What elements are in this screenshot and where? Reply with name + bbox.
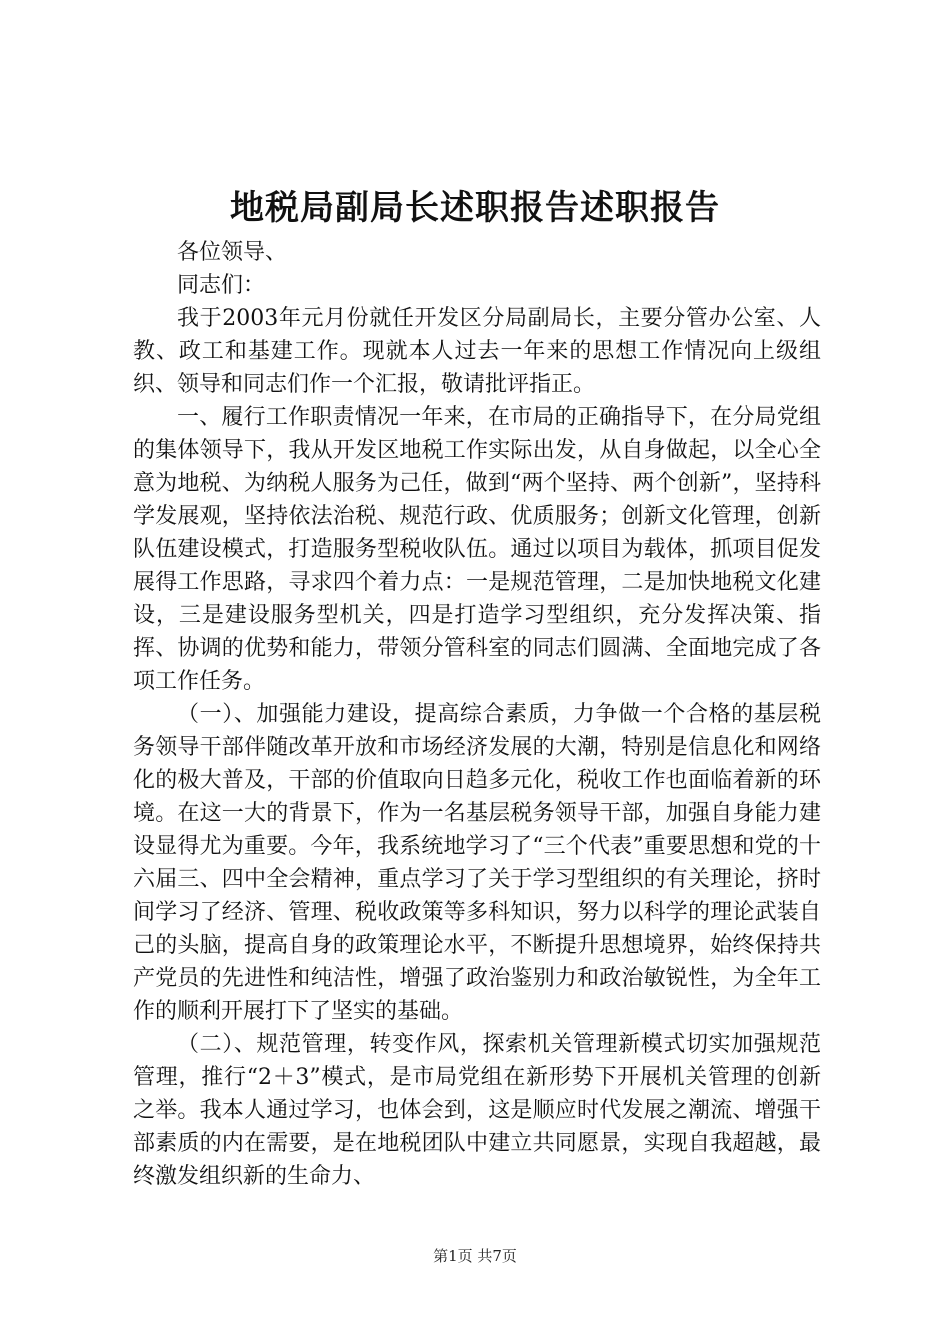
document-body: [133, 236, 821, 1193]
document-title: 地税局副局长述职报告述职报告: [230, 188, 720, 228]
salutation-comrades: 同志们：: [177, 273, 266, 298]
subsection-two-paragraph: （二）、规范管理，转变作风，探索机关管理新模式切实加强规范管理，推行“2＋3”模式，是市局党组在新形势下开展机关管理的创新之举。我本人通过学习，也体会到，这是顺应时代发展之潮流、增强干部素质的内在需要，是在地税团队中建立共同愿景，实现自我超越，最终激发组织新的生命力、: [133, 1032, 821, 1189]
section-one-paragraph: 一、履行工作职责情况一年来，在市局的正确指导下，在分局党组的集体领导下，我从开发区地税工作实际出发，从自身做起，以全心全意为地税、为纳税人服务为己任，做到“两个坚持、两个创新”，坚持科学发展观，坚持依法治税、规范行政、优质服务；创新文化管理，创新队伍建设模式，打造服务型税收队伍。通过以项目为载体，抓项目促发展得工作思路，寻求四个着力点：一是规范管理，二是加快地税文化建设，三是建设服务型机关，四是打造学习型组织，充分发挥决策、指挥、协调的优势和能力，带领分管科室的同志们圆满、全面地完成了各项工作任务。: [133, 405, 821, 694]
salutation-leaders: 各位领导、: [177, 240, 288, 265]
intro-paragraph: 我于2003年元月份就任开发区分局副局长，主要分管办公室、人教、政工和基建工作。现就本人过去一年来的思想工作情况向上级组织、领导和同志们作一个汇报，敬请批评指正。: [133, 306, 821, 397]
page-number-footer: 第1页 共7页: [433, 1247, 517, 1265]
subsection-one-paragraph: （一）、加强能力建设，提高综合素质，力争做一个合格的基层税务领导干部伴随改革开放和市场经济发展的大潮，特别是信息化和网络化的极大普及，干部的价值取向日趋多元化，税收工作也面临着新的环境。在这一大的背景下，作为一名基层税务领导干部，加强自身能力建设显得尤为重要。今年，我系统地学习了“三个代表”重要思想和党的十六届三、四中全会精神，重点学习了关于学习型组织的有关理论，挤时间学习了经济、管理、税收政策等多科知识，努力以科学的理论武装自己的头脑，提高自身的政策理论水平，不断提升思想境界，始终保持共产党员的先进性和纯洁性，增强了政治鉴别力和政治敏锐性，为全年工作的顺利开展打下了坚实的基础。: [133, 702, 821, 1024]
